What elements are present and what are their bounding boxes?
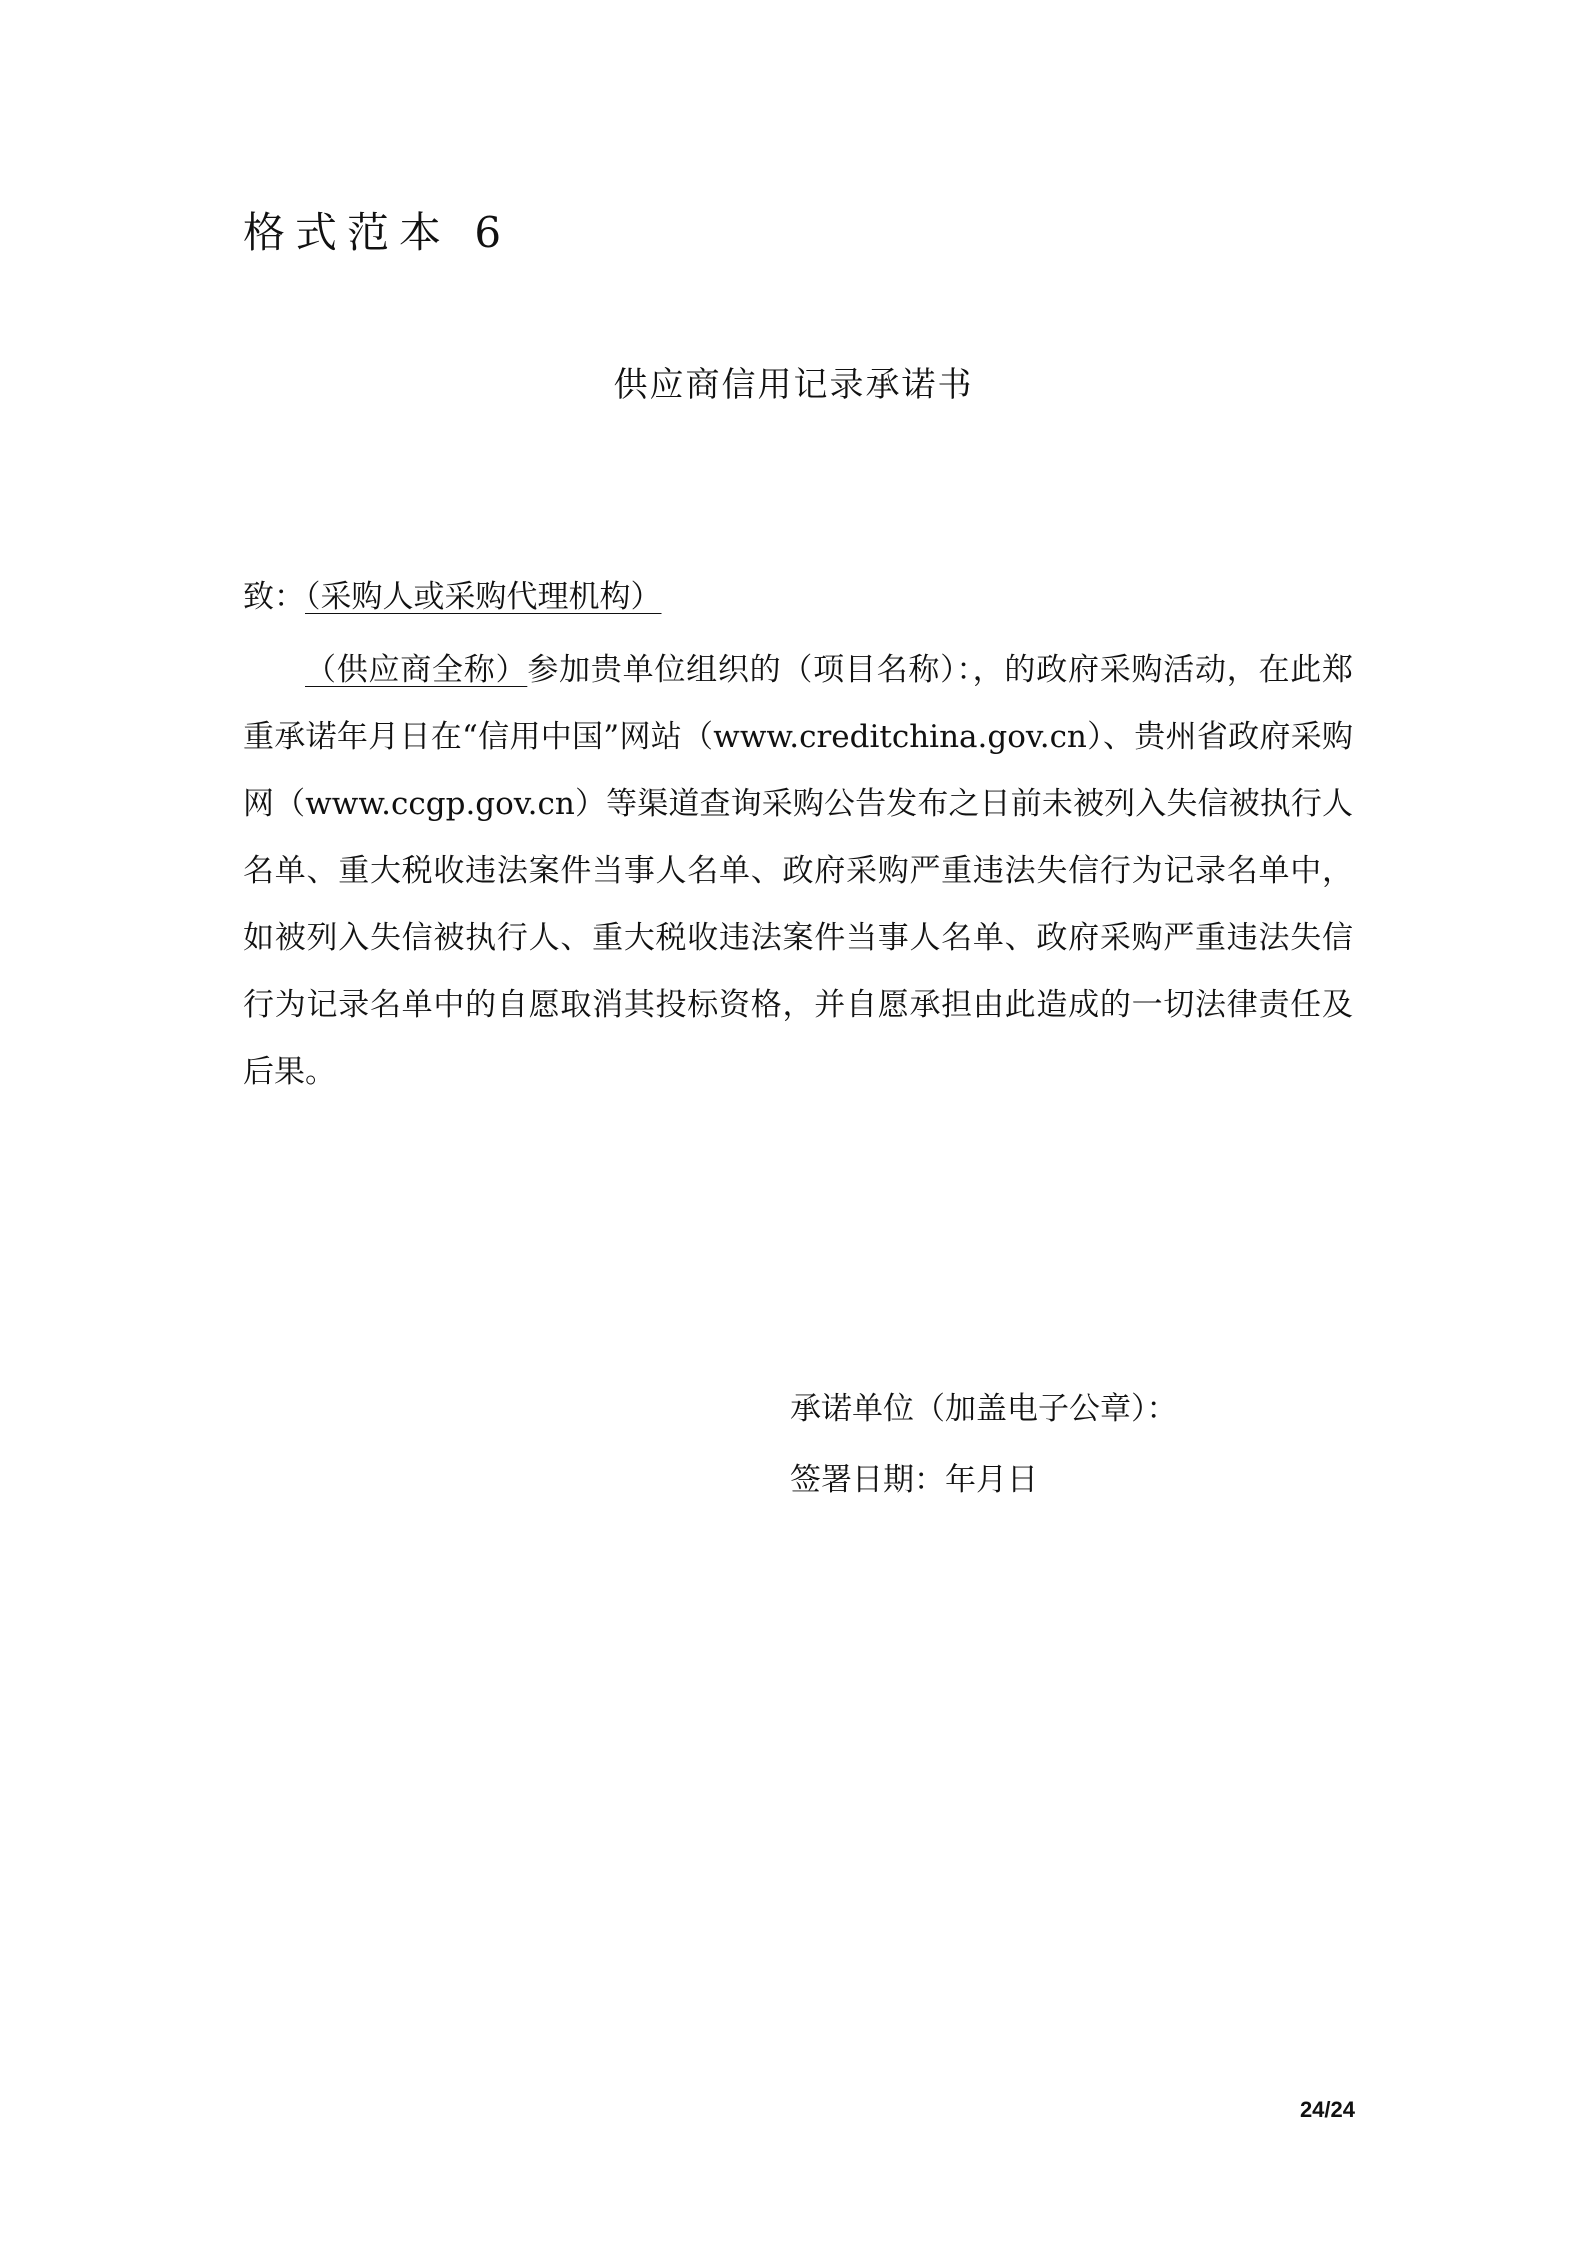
commitment-body	[243, 637, 1353, 1106]
addressee-line	[243, 572, 662, 622]
signature-unit-label: 承诺单位（加盖电子公章）：	[790, 1391, 1178, 1427]
page-number: 24/24	[1299, 2097, 1355, 2122]
document-title: 供应商信用记录承诺书	[613, 365, 974, 405]
addressee-name: （采购人或采购代理机构）	[305, 579, 662, 615]
signature-date-label: 签署日期：年月日	[790, 1462, 1038, 1498]
supplier-name-placeholder: （供应商全称）	[305, 652, 528, 688]
addressee-prefix: 致：	[243, 579, 305, 615]
commitment-text: 参加贵单位组织的（项目名称）：，的政府采购活动，在此郑重承诺年月日在“信用中国”网站（www.creditchina.gov.cn）、贵州省政府采购网（www.ccgp.gov.cn）等渠道查询采购公告发布之日前未被列入失信被执行人名单、重大税收违法案件当事人名单、政府采购严重违法失信行为记录名单中，如被列入失信被执行人、重大税收违法案件当事人名单、政府采购严重违法失信行为记录名单中的自愿取消其投标资格，并自愿承担由此造成的一切法律责任及后果。	[243, 652, 1354, 1090]
format-label: 格式范本 6	[243, 208, 512, 257]
